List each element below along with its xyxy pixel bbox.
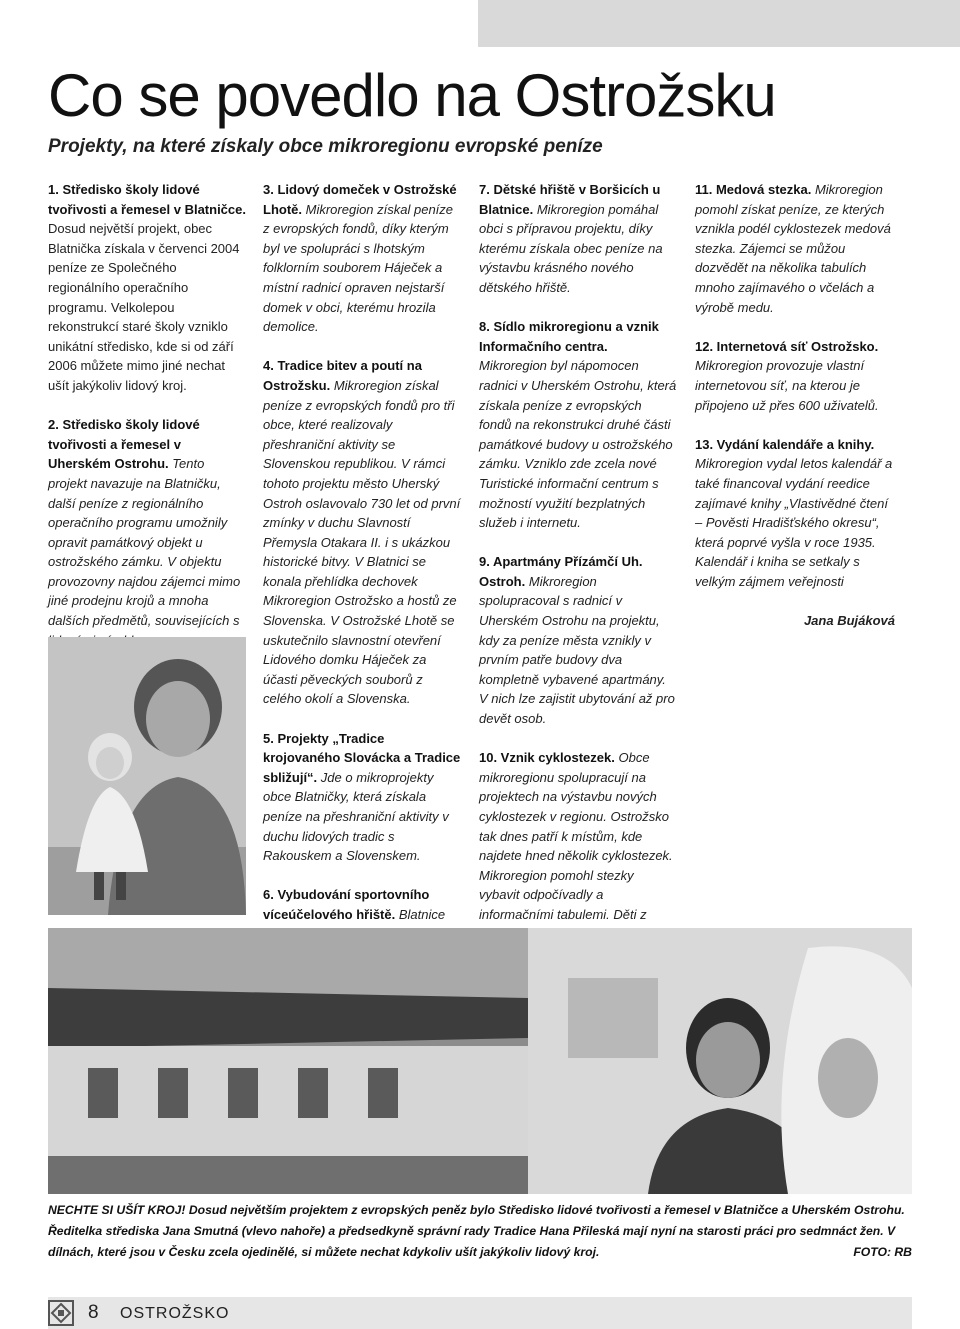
- item-heading: 7. Dětské hřiště v Boršicích u Blatnice.: [479, 182, 661, 217]
- item-body: Dosud největší projekt, obec Blatnička získala v červenci 2004 peníze ze Společného regionálního operačního programu. Velkolepou rekonstrukcí staré školy vzniklo unikátní středisko, kde si od září 2006 můžete mimo jiné nechat ušít jakýkoliv lidový kroj.: [48, 221, 240, 393]
- photo-building-and-women-image: [48, 928, 912, 1194]
- item-body: Mikroregion pomohl získat peníze, ze kterých vznikla podél cyklostezek medová stezka. Zájemci se můžou dozvědět na několika tabulích mnoho zajímavého o včelách a výrobě medu.: [695, 182, 891, 315]
- photo-woman-with-doll: [48, 637, 246, 915]
- item-body: Tento projekt navazuje na Blatničku, další peníze z regionálního operačního programu umožnily opravit památkový objekt u ostrožského zámku. V objektu provozovny najdou zájemci mimo jiné prodejnu krojů a mnoha dalších předmětů, souvisejících s: [48, 456, 241, 629]
- page-number: 8: [88, 1302, 99, 1323]
- item-heading: 5. Projekty „Tradice krojovaného Slovácka a Tradice sbližují“.: [263, 730, 461, 785]
- item-heading: 9. Apartmány Přízámčí Uh. Ostroh.: [479, 554, 643, 589]
- article-column-1: [48, 180, 246, 670]
- photo-credit: FOTO: RB: [853, 1245, 912, 1259]
- page-subtitle: Projekty, na které získaly obce mikroregionu evropské peníze: [48, 136, 603, 157]
- article-item: [695, 435, 895, 592]
- page-footer: [48, 1297, 912, 1329]
- article-item: [263, 180, 461, 337]
- author-signature: Jana Bujáková: [803, 613, 895, 629]
- item-heading: 2. Středisko školy lidové tvořivosti a řemesel v Uherském Ostrohu.: [48, 417, 200, 472]
- magazine-name: OSTROŽSKO: [120, 1305, 230, 1322]
- item-heading: 3. Lidový domeček v Ostrožské Lhotě.: [263, 182, 457, 217]
- article-item: [263, 729, 461, 866]
- photo-building-and-women: [48, 928, 912, 1194]
- item-heading: 4. Tradice bitev a poutí na Ostrožsku.: [263, 358, 422, 393]
- article-column-2: [263, 180, 461, 1023]
- article-item: [695, 337, 895, 415]
- article-item: [479, 317, 677, 533]
- item-body: Mikroregion spolupracoval s radnicí v Uherském Ostrohu na projektu, kdy za peníze města vznikly v prvním patře budovy dva kompletně vybavené apartmány. V nich lze zajistit ubytování až pro devět osob.: [479, 573, 675, 727]
- item-body: Mikroregion získal peníze z evropských fondů, díky kterým byl ve spolupráci s lhotským folklorním souborem Háječek a místní radnicí opraven nejstarší domek v obci, kterému hrozila demolice.: [263, 201, 454, 335]
- header-gray-bar: [478, 0, 960, 47]
- article-item: [479, 552, 677, 728]
- item-body: Mikroregion byl nápomocen radnici v Uherském Ostrohu, která získala peníze z evropských fondů na rekonstrukci druhé části památkové budovy u ostrožského zámku. Vzniklo zde zcela nové Turistické informační centrum s možností využití bezplatných služeb i internetu.: [479, 358, 677, 531]
- item-heading: 11. Medová stezka.: [695, 182, 812, 197]
- photo-caption: [48, 1200, 912, 1263]
- item-body: Obce mikroregionu spolupracují na projektech na výstavbu nových cyklostezek v regionu. Ostrožsko tak dnes patří k místům, kde najdete hned několik cyklostezek. Mikroregion pomohl stezky vybavit odpočívadly a informačními tabulemi. Děti z: [479, 750, 673, 922]
- item-body: Blatnice: [398, 906, 446, 922]
- page-title: Co se povedlo na Ostrožsku: [48, 62, 776, 129]
- item-heading: 1. Středisko školy lidové tvořivosti a řemesel v Blatničce.: [48, 182, 246, 217]
- article-item: [48, 415, 246, 650]
- item-body: Mikroregion pomáhal obci s přípravou projektu, díky kterému získala obec peníze na výstavbu krásného nového dětského hřiště.: [479, 201, 663, 295]
- item-body: Mikroregion vydal letos kalendář a také financoval vydání reedice zajímavé knihy „Vlastivědné čtení – Pověsti Hradišťského okresu“, která poprvé vyšla v roce 1935. Kalendář i kniha se setkaly s velkým zájmem veřejnosti: [695, 456, 893, 589]
- article-item: [695, 180, 895, 317]
- article-item: [263, 356, 461, 709]
- item-heading: 10. Vznik cyklostezek.: [479, 750, 615, 766]
- item-heading: 8. Sídlo mikroregionu a vznik Informačního centra.: [479, 319, 659, 354]
- article-item: [479, 180, 677, 298]
- item-heading: 12. Internetová síť Ostrožsko.: [695, 338, 879, 354]
- item-body: Jde o mikroprojekty obce Blatničky, která získala peníze na přeshraniční aktivity v duchu lidových tradic s Rakouskem a Slovenskem.: [263, 769, 449, 864]
- item-body: Mikroregion provozuje vlastní internetovou síť, na kterou je připojeno už přes 600 uživatelů.: [695, 358, 879, 413]
- item-heading: 13. Vydání kalendáře a knihy.: [695, 436, 875, 452]
- item-heading: 6. Vybudování sportovního víceúčelového hřiště.: [263, 887, 430, 922]
- item-body: Mikroregion získal peníze z evropských fondů pro tři obce, které realizovaly přeshraniční aktivity se Slovenskou republikou. V rámci tohoto projektu město Uherský Ostroh oslavovalo 730 let od první zmínky v duchu Slavností Přemysla Otakara II. i s ukázkou historické bitvy. V Blatnici se konala přehlídka dechovek Mikroregion Ostrožsko a hostů ze Slovenska. V Ostrožské Lhotě se uskutečnilo slavnostní otevření Lidového domku Háječek za účasti pěveckých souborů z celého okolí a Slovenska.: [263, 377, 461, 707]
- article-column-4: [695, 180, 895, 650]
- photo-woman-with-doll-image: [48, 637, 246, 915]
- ornament-logo-icon: [48, 1300, 74, 1326]
- caption-text: NECHTE SI UŠÍT KROJ! Dosud největším projektem z evropských peněz bylo Středisko lidové tvořivosti a řemesel v Blatničce a Uherském Ostrohu. Ředitelka střediska Jana Smutná (vlevo nahoře) a předsedkyně správní rady Tradice Hana Přileská mají nyní na starosti práci pro sedmnáct žen. V dílnách, které jsou v Česku zcela ojedinělé, si můžete nechat kdykoliv ušít jakýkoliv lidový kroj.: [48, 1203, 905, 1259]
- article-item: [48, 180, 246, 396]
